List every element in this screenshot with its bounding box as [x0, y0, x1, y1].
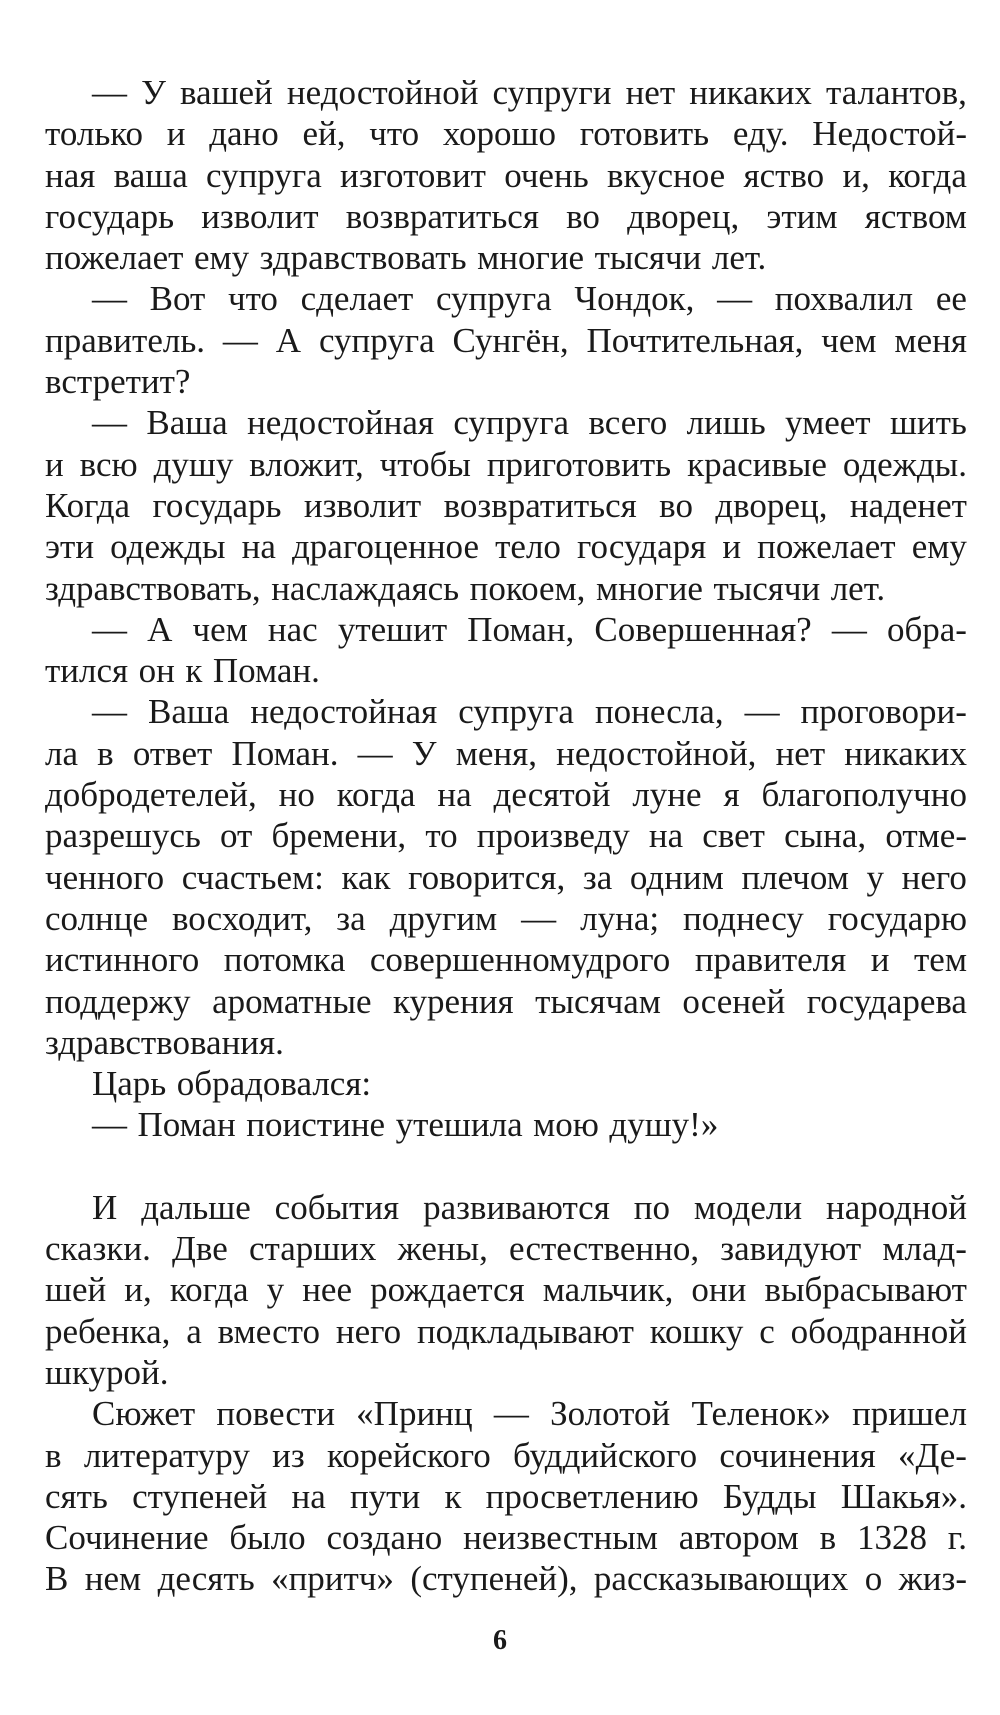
text-line: — Ваша недостойная супруга всего лишь умеет шить [92, 403, 967, 443]
text-line: — Вот что сделает супруга Чондок, — похвалил ее [92, 279, 967, 319]
text-line: правитель. — А супруга Сунгён, Почтительная, чем меня [45, 320, 967, 360]
text-line: — У вашей недостойной супруги нет никаких талантов, [92, 73, 967, 112]
text-line: в литературу из корейского буддийского сочинения «Де- [45, 1435, 967, 1475]
text-line: только и дано ей, что хорошо готовить еду. Недостой- [45, 114, 967, 154]
text-line: государь изволит возвратиться во дворец, этим яством [45, 196, 967, 236]
text-line: сказки. Две старших жены, естественно, завидуют млад- [45, 1229, 967, 1269]
text-line: добродетелей, но когда на десятой луне я благополучно [45, 775, 967, 815]
text-line: — А чем нас утешит Поман, Совершенная? — обра- [92, 609, 967, 649]
paragraph [45, 1104, 967, 1145]
paragraph [45, 1187, 967, 1393]
text-line: Сочинение было создано неизвестным автором в 1328 г. [45, 1518, 967, 1558]
text-line: тился он к Поман. [45, 651, 320, 691]
text-line: шей и, когда у нее рождается мальчик, они выбрасывают [45, 1270, 967, 1310]
text-line: и всю душу вложит, чтобы приготовить красивые одежды. [45, 444, 967, 484]
text-line: ная ваша супруга изготовит очень вкусное яство и, когда [45, 155, 967, 195]
paragraph [45, 1063, 967, 1104]
text-line: эти одежды на драгоценное тело государя и пожелает ему [45, 527, 967, 567]
paragraph [45, 609, 967, 692]
paragraph [45, 278, 967, 402]
text-line: ченного счастьем: как говорится, за одним плечом у него [45, 857, 967, 897]
text-line: встретит? [45, 362, 191, 402]
text-line: Когда государь изволит возвратиться во дворец, наденет [45, 485, 967, 525]
text-line: здравствования. [45, 1022, 284, 1062]
text-line: Царь обрадовался: [92, 1064, 372, 1104]
text-line: Сюжет повести «Принц — Золотой Теленок» пришел [92, 1394, 967, 1434]
text-line: солнце восходит, за другим — луна; поднесу государю [45, 898, 967, 938]
page-body [45, 72, 967, 1600]
text-line: истинного потомка совершенномудрого правителя и тем [45, 940, 967, 980]
text-line: сять ступеней на пути к просветлению Будды Шакья». [45, 1476, 967, 1516]
text-line: В нем десять «притч» (ступеней), рассказывающих о жиз- [45, 1559, 967, 1599]
section-gap [45, 1146, 967, 1187]
page-number: 6 [493, 1625, 507, 1656]
text-line: — Поман поистине утешила мою душу!» [92, 1105, 719, 1145]
text-line: ла в ответ Поман. — У меня, недостойной, нет никаких [45, 733, 967, 773]
paragraph [45, 72, 967, 278]
paragraph [45, 402, 967, 608]
text-line: разрешусь от бремени, то произведу на свет сына, отме- [45, 816, 967, 856]
text-line: — Ваша недостойная супруга понесла, — проговори- [92, 692, 967, 732]
paragraph [45, 1393, 967, 1599]
text-line: шкурой. [45, 1352, 169, 1392]
text-line: ребенка, а вместо него подкладывают кошку с ободранной [45, 1311, 967, 1351]
text-line: здравствовать, наслаждаясь покоем, многие тысячи лет. [45, 568, 886, 608]
text-line: пожелает ему здравствовать многие тысячи лет. [45, 238, 767, 278]
paragraph [45, 691, 967, 1063]
text-line: поддержу ароматные курения тысячам осеней государева [45, 981, 967, 1021]
text-line: И дальше события развиваются по модели народной [92, 1187, 967, 1227]
